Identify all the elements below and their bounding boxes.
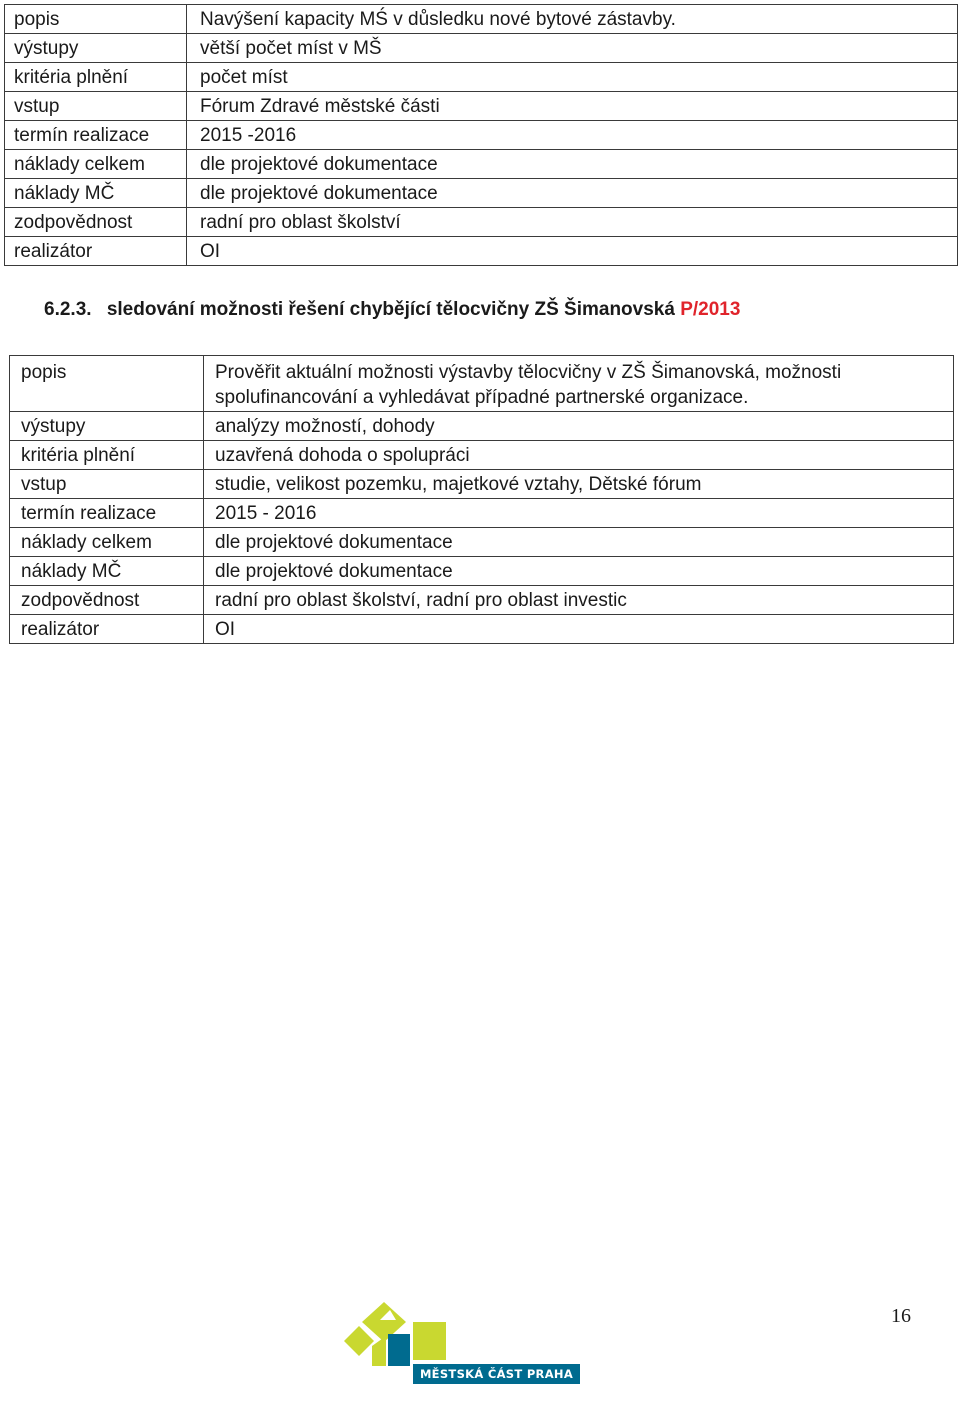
table-row (10, 615, 954, 644)
section-title: sledování možnosti řešení chybějící tělocvičny ZŠ Šimanovská (106, 299, 675, 320)
row-label: náklady celkem (10, 528, 204, 557)
project-table-1 (4, 4, 958, 266)
project-table-2 (9, 355, 954, 644)
row-label: výstupy (10, 412, 204, 441)
row-label: výstupy (5, 34, 187, 63)
praha14-logo (340, 1300, 580, 1401)
row-label: vstup (10, 470, 204, 499)
section-number: 6.2.3. (44, 299, 92, 320)
row-value: uzavřená dohoda o spolupráci (204, 441, 954, 470)
table-row (5, 92, 958, 121)
table-row (10, 528, 954, 557)
row-label: realizátor (10, 615, 204, 644)
section-code: P/2013 (680, 299, 741, 320)
table-row (5, 121, 958, 150)
table-row (10, 557, 954, 586)
table-row (5, 63, 958, 92)
logo-text: MĚSTSKÁ ČÁST PRAHA 14 (413, 1364, 580, 1384)
row-label: vstup (5, 92, 187, 121)
row-label: náklady celkem (5, 150, 187, 179)
row-value: dle projektové dokumentace (204, 528, 954, 557)
row-value: 2015 - 2016 (204, 499, 954, 528)
row-value: analýzy možností, dohody (204, 412, 954, 441)
table-row (10, 356, 954, 412)
logo-mark-icon (340, 1300, 450, 1366)
table-row (10, 499, 954, 528)
table-row (5, 179, 958, 208)
table-row (5, 34, 958, 63)
row-value: OI (204, 615, 954, 644)
row-value: Prověřit aktuální možnosti výstavby tělocvičny v ZŠ Šimanovská, možnosti spolufinancování a vyhledávat případné partnerské organizace. (204, 356, 954, 412)
row-label: popis (10, 356, 204, 412)
row-label: termín realizace (10, 499, 204, 528)
page-number: 16 (891, 1305, 911, 1327)
row-label: termín realizace (5, 121, 187, 150)
row-value: Fórum Zdravé městské části (187, 92, 958, 121)
row-value: studie, velikost pozemku, majetkové vztahy, Dětské fórum (204, 470, 954, 499)
table-row (10, 412, 954, 441)
row-value: počet míst (187, 63, 958, 92)
row-label: kritéria plnění (10, 441, 204, 470)
row-value: radní pro oblast školství (187, 208, 958, 237)
row-value: dle projektové dokumentace (204, 557, 954, 586)
row-value: větší počet míst v MŠ (187, 34, 958, 63)
table-row (5, 150, 958, 179)
table-row (10, 470, 954, 499)
row-value: radní pro oblast školství, radní pro oblast investic (204, 586, 954, 615)
table-row (10, 441, 954, 470)
row-value: dle projektové dokumentace (187, 179, 958, 208)
row-label: zodpovědnost (5, 208, 187, 237)
row-value: dle projektové dokumentace (187, 150, 958, 179)
row-label: náklady MČ (10, 557, 204, 586)
row-value: Navýšení kapacity MŚ v důsledku nové bytové zástavby. (187, 5, 958, 34)
row-label: kritéria plnění (5, 63, 187, 92)
row-label: zodpovědnost (10, 586, 204, 615)
row-label: realizátor (5, 237, 187, 266)
row-label: náklady MČ (5, 179, 187, 208)
row-value: 2015 -2016 (187, 121, 958, 150)
table-row (10, 586, 954, 615)
table-row (5, 237, 958, 266)
section-heading (44, 299, 740, 321)
table-row (5, 208, 958, 237)
row-value: OI (187, 237, 958, 266)
row-label: popis (5, 5, 187, 34)
table-row (5, 5, 958, 34)
